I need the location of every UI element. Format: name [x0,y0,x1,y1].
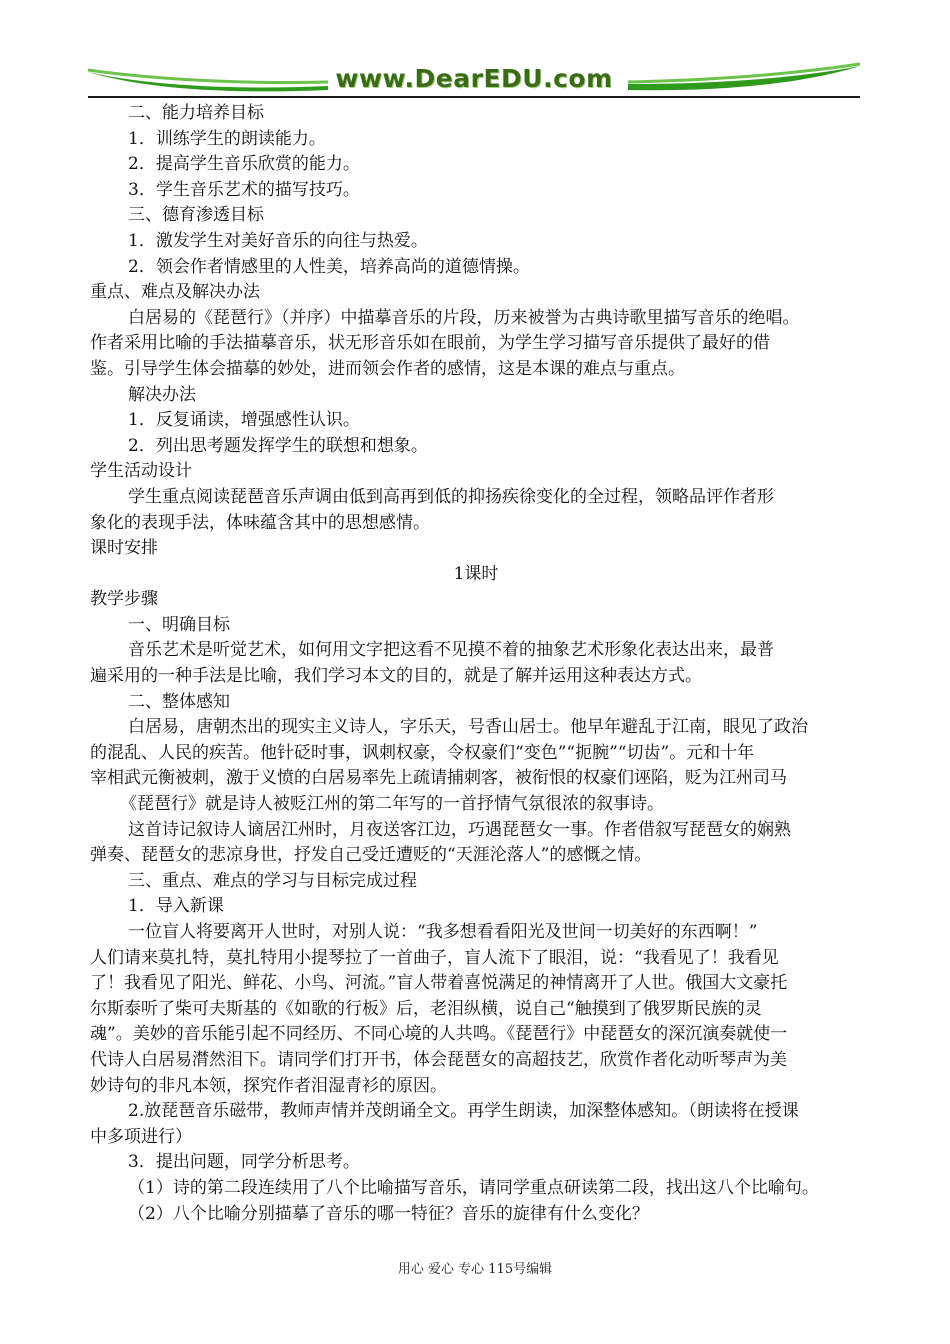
text-line: 了！我看见了阳光、鲜花、小鸟、河流。”盲人带着喜悦满足的神情离开了人世。俄国大文豪托 [90,973,788,994]
text-line: 1．激发学生对美好音乐的向往与热爱。 [128,230,428,251]
text-line: 的混乱、人民的疾苦。他针砭时事，讽刺权豪，令权豪们“变色”“扼腕”“切齿”。元和十年 [90,742,755,763]
text-line: 学生活动设计 [90,461,192,482]
text-line: 课时安排 [90,538,158,559]
text-line: 代诗人白居易潸然泪下。请同学们打开书，体会琵琶女的高超技艺，欣赏作者化动听琴声为美 [90,1049,787,1070]
text-line: 2．列出思考题发挥学生的联想和想象。 [128,435,428,456]
text-line: 象化的表现手法，体味蕴含其中的思想感情。 [90,512,430,533]
text-line: 学生重点阅读琵琶音乐声调由低到高再到低的抑扬疾徐变化的全过程，领略品评作者形 [128,486,774,507]
text-line: 白居易，唐朝杰出的现实主义诗人，字乐天，号香山居士。他早年避乱于江南，眼见了政治 [128,717,808,738]
text-line: 宰相武元衡被刺，激于义愤的白居易率先上疏请捕刺客，被衔恨的权豪们诬陷，贬为江州司马 [90,768,787,789]
text-line: 尔斯泰听了柴可夫斯基的《如歌的行板》后，老泪纵横，说自己“触摸到了俄罗斯民族的灵 [90,998,762,1019]
text-line: 作者采用比喻的手法描摹音乐，状无形音乐如在眼前，为学生学习描写音乐提供了最好的借 [90,333,770,354]
text-line: 1．训练学生的朗读能力。 [128,128,326,149]
text-line: 3．学生音乐艺术的描写技巧。 [128,179,360,200]
text-line: 二、整体感知 [128,691,230,712]
text-line: （1）诗的第二段连续用了八个比喻描写音乐，请同学重点研读第二段，找出这八个比喻句。 [128,1177,819,1198]
text-line: （2）八个比喻分别描摹了音乐的哪一特征？音乐的旋律有什么变化？ [128,1203,649,1224]
text-line: 妙诗句的非凡本领，探究作者泪湿青衫的原因。 [90,1075,447,1096]
text-line: 弹奏、琵琶女的悲凉身世，抒发自己受迁遭贬的“天涯沦落人”的感慨之情。 [90,845,652,866]
text-line: 三、德育渗透目标 [128,205,264,226]
text-line: 人们请来莫扎特，莫扎特用小提琴拉了一首曲子，盲人流下了眼泪，说：“我看见了！我看见 [90,947,779,968]
text-line: 二、能力培养目标 [128,103,264,123]
text-line: 魂”。美妙的音乐能引起不同经历、不同心境的人共鸣。《琵琶行》中琵琶女的深沉演奏就使一 [90,1024,788,1045]
page-footer: 用心 爱心 专心 115号编辑 [397,1262,553,1277]
text-line: 2．领会作者情感里的人性美，培养高尚的道德情操。 [128,256,530,277]
text-line: 2.放琵琶音乐磁带，教师声情并茂朗诵全文。再学生朗读，加深整体感知。（朗读将在授课 [128,1101,799,1122]
text-line: 鉴。引导学生体会描摹的妙处，进而领会作者的感情，这是本课的难点与重点。 [90,358,685,379]
text-line: 白居易的《琵琶行》（并序）中描摹音乐的片段，历来被誉为古典诗歌里描写音乐的绝唱。 [128,307,800,328]
text-line: 一、明确目标 [128,614,230,635]
site-header-banner [88,60,860,100]
text-line: 遍采用的一种手法是比喻，我们学习本文的目的，就是了解并运用这种表达方式。 [90,666,702,687]
text-line: 一位盲人将要离开人世时，对别人说：“我多想看看阳光及世间一切美好的东西啊！” [128,922,758,942]
text-line: 教学步骤 [90,589,158,610]
site-logo: www.DearEDU.com [335,64,613,93]
text-line: 重点、难点及解决办法 [90,282,260,303]
text-line: 三、重点、难点的学习与目标完成过程 [128,870,417,891]
text-line: 解决办法 [128,384,196,405]
text-line: 1课时 [453,563,499,584]
text-line: 2．提高学生音乐欣赏的能力。 [128,154,360,175]
text-line: 1．反复诵读，增强感性认识。 [128,410,360,431]
document-body [90,101,862,1227]
text-line: 音乐艺术是听觉艺术，如何用文字把这看不见摸不着的抽象艺术形象化表达出来，最普 [128,640,774,661]
text-line: 中多项进行） [90,1126,192,1147]
text-line: 1．导入新课 [128,896,224,917]
text-line: 《琵琶行》就是诗人被贬江州的第二年写的一首抒情气氛很浓的叙事诗。 [120,794,664,815]
text-line: 这首诗记叙诗人谪居江州时，月夜送客江边，巧遇琵琶女一事。作者借叙写琵琶女的娴熟 [128,819,791,840]
text-line: 3．提出问题，同学分析思考。 [128,1152,360,1173]
